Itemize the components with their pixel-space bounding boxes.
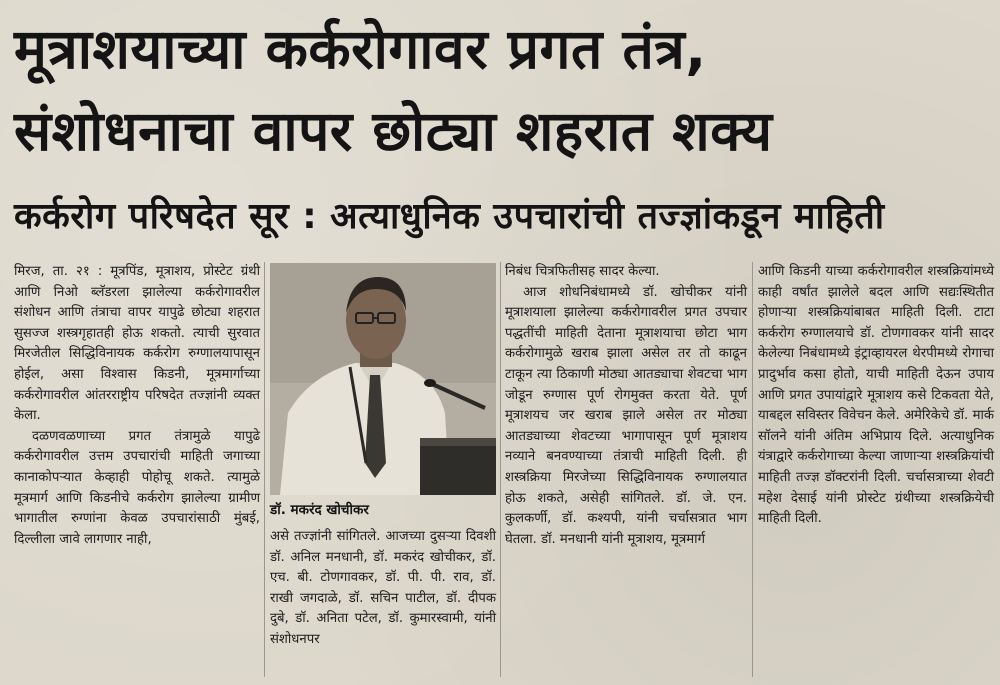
speaker-photo-illustration [270,263,496,495]
article-column-3 [505,262,747,550]
column-1-paragraph-1: मिरज, ता. २१ : मूत्रपिंड, मूत्राशय, प्रोस्टेट ग्रंथी आणि निओ ब्लॅडरला झालेल्या कर्करोगावरील संशोधन आणि तंत्राचा वापर यापुढे छोट्या शहरात सुसज्ज शस्त्रगृहातही होऊ शकतो. त्याची सुरवात मिरजेतील सिद्धिविनायक कर्करोग रुग्णालयापासून होईल, असा विश्वास किडनी, मूत्रमार्गाच्या कर्करोगावरील आंतरराष्ट्रीय परिषदेत तज्ज्ञांनी व्यक्त केला. [14,264,260,424]
column-1-paragraph-2: दळणवळणाच्या प्रगत तंत्रामुळे यापुढे कर्करोगावरील उत्तम उपचारांची माहिती जगाच्या कानाकोपऱ्यात केव्हाही पोहोचू शकते. त्यामुळे मूत्रमार्ग आणि किडनीचे कर्करोग झालेल्या ग्रामीण भागातील रुग्णांना केवळ उपचारांसाठी मुंबई, दिल्लीला जावे लागणार नाही, [14,428,260,547]
column-3-paragraph-1: निबंध चित्रफितीसह सादर केल्या. [505,264,660,279]
column-3-paragraph-2: आज शोधनिबंधामध्ये डॉ. खोचीकर यांनी मूत्राशयाला झालेल्या कर्करोगावरील प्रगत उपचार पद्धतींची माहिती देताना मूत्राशयाचा छोटा भाग कर्करोगामुळे खराब झाला असेल तर तो काढून टाकून त्या ठिकाणी मोठ्या आतड्याचा शेवटचा भाग जोडून रुग्णास पूर्ण रोगमुक्त करता येते. पूर्ण मूत्राशयच जर खराब झाले असेल तर मोठ्या आतड्याच्या शेवटच्या भागापासून पूर्ण मूत्राशय नव्याने बनवण्याच्या तंत्राची माहिती दिली. ही शस्त्रक्रिया मिरजेच्या सिद्धिविनायक रुग्णालयात होऊ शकते, असेही सांगितले. डॉ. जे. एन. कुलकर्णी, डॉ. कश्यपी, यांनी चर्चासत्रात भाग घेतला. डॉ. मनधानी यांनी मूत्राशय, मूत्रमार्ग [505,284,747,547]
headline-line-1: मूत्राशयाच्या कर्करोगावर प्रगत तंत्र, [14,17,707,81]
speaker-photo [270,263,496,495]
column-divider [264,262,265,677]
article-column-4 [758,262,994,530]
headline-line-2: संशोधनाचा वापर छोट्या शहरात शक्य [14,99,773,163]
column-divider [500,262,501,677]
subheadline: कर्करोग परिषदेत सूर : अत्याधुनिक उपचारांची तज्ज्ञांकडून माहिती [14,196,885,237]
column-2-paragraph-1: असे तज्ज्ञांनी सांगितले. आजच्या दुसऱ्या दिवशी डॉ. अनिल मनधानी, डॉ. मकरंद खोचीकर, डॉ. एच. बी. टोणगावकर, डॉ. पी. पी. राव, डॉ. राखी जगदाळे, डॉ. सचिन पाटील, डॉ. दीपक दुबे, डॉ. अनिता पटेल, डॉ. कुमारस्वामी, यांनी संशोधनपर [270,529,496,647]
article-column-1 [14,262,260,550]
column-4-paragraph-1: आणि किडनी याच्या कर्करोगावरील शस्त्रक्रियांमध्ये काही वर्षांत झालेले बदल आणि सद्यःस्थितीत होणाऱ्या शस्त्रक्रियांबाबत माहिती दिली. टाटा कर्करोग रुग्णालयाचे डॉ. टोणगावकर यांनी सादर केलेल्या निबंधामध्ये इंट्राव्हायरल थेरपीमध्ये रोगाचा प्रादुर्भाव कसा होतो, याची माहिती देऊन उपाय आणि प्रगत उपायांद्वारे मूत्राशय कसे टिकवता येते, याबद्दल सविस्तर विवेचन केले. अमेरिकेचे डॉ. मार्क सॉलने यांनी अंतिम अभिप्राय दिले. अत्याधुनिक यंत्राद्वारे कर्करोगाच्या केल्या जाणाऱ्या शस्त्रक्रियांची माहिती तज्ज्ञ डॉक्टरांनी दिली. चर्चासत्राच्या शेवटी महेश देसाई यांनी प्रोस्टेट ग्रंथीच्या शस्त्रक्रियेची माहिती दिली. [758,264,994,527]
article-column-2 [270,527,496,651]
column-divider [752,262,753,677]
photo-caption: डॉ. मकरंद खोचीकर [270,502,369,518]
